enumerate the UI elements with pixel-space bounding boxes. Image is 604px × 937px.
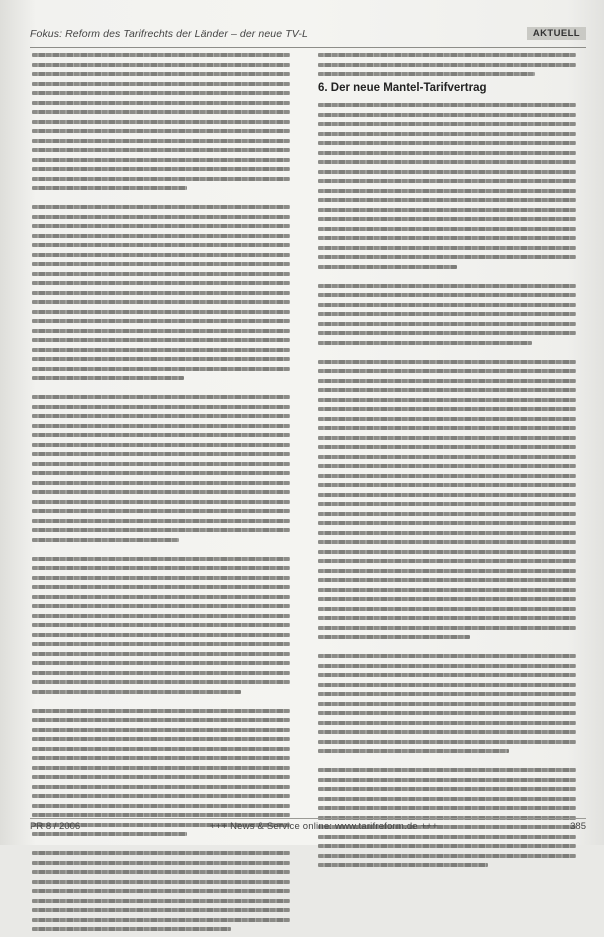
text-line — [32, 585, 290, 589]
text-line — [32, 82, 290, 86]
text-line — [318, 540, 576, 544]
text-line — [318, 72, 535, 76]
text-line — [318, 749, 509, 753]
text-line — [32, 861, 290, 865]
text-line — [32, 205, 290, 209]
text-line — [32, 794, 290, 798]
text-line — [32, 756, 290, 760]
text-line — [32, 481, 290, 485]
text-line — [32, 291, 290, 295]
text-line — [318, 626, 576, 630]
text-line — [32, 253, 290, 257]
text-line — [32, 424, 290, 428]
text-line — [32, 718, 290, 722]
text-line — [32, 414, 290, 418]
text-line — [32, 813, 290, 817]
text-line — [318, 284, 576, 288]
text-line — [32, 785, 290, 789]
text-line — [32, 908, 290, 912]
text-line — [318, 597, 576, 601]
right-column-body — [318, 103, 576, 867]
text-line — [318, 388, 576, 392]
text-line — [32, 262, 290, 266]
text-line — [318, 151, 576, 155]
text-line — [32, 63, 290, 67]
text-line — [318, 721, 576, 725]
text-line — [32, 376, 184, 380]
text-line — [32, 633, 290, 637]
text-line — [318, 797, 576, 801]
text-line — [318, 132, 576, 136]
text-line — [318, 63, 576, 67]
text-line — [318, 208, 576, 212]
header-rule — [30, 47, 586, 48]
text-line — [318, 455, 576, 459]
text-line — [318, 835, 576, 839]
text-line — [318, 436, 576, 440]
text-line — [32, 927, 231, 931]
footer-rule — [30, 818, 586, 819]
text-line — [32, 177, 290, 181]
text-line — [318, 512, 576, 516]
text-line — [32, 395, 290, 399]
text-line — [32, 91, 290, 95]
text-line — [318, 227, 576, 231]
text-line — [318, 122, 576, 126]
text-line — [32, 490, 290, 494]
page-footer — [30, 821, 586, 835]
paragraph-gap — [318, 759, 576, 763]
text-line — [32, 728, 290, 732]
text-line — [32, 766, 290, 770]
text-line — [318, 531, 576, 535]
text-line — [32, 158, 290, 162]
text-line — [318, 550, 576, 554]
text-line — [318, 312, 576, 316]
right-column-intro — [318, 53, 576, 76]
text-line — [32, 747, 290, 751]
text-line — [32, 595, 290, 599]
text-line — [318, 664, 576, 668]
text-line — [318, 474, 576, 478]
text-line — [318, 683, 576, 687]
text-line — [32, 899, 290, 903]
text-line — [32, 319, 290, 323]
text-line — [32, 661, 290, 665]
paragraph-gap — [32, 699, 290, 703]
text-line — [318, 616, 576, 620]
text-line — [32, 538, 179, 542]
text-line — [318, 170, 576, 174]
paragraph-gap — [32, 547, 290, 551]
text-line — [318, 493, 576, 497]
text-line — [32, 880, 290, 884]
text-line — [32, 471, 290, 475]
text-line — [32, 405, 290, 409]
text-line — [32, 452, 290, 456]
page-number: 385 — [570, 821, 586, 832]
text-line — [318, 426, 576, 430]
text-line — [318, 502, 576, 506]
text-line — [318, 863, 488, 867]
text-line — [32, 72, 290, 76]
text-line — [318, 255, 576, 259]
text-line — [32, 139, 290, 143]
text-line — [32, 918, 290, 922]
paragraph-gap — [32, 386, 290, 390]
text-line — [32, 281, 290, 285]
text-line — [318, 559, 576, 563]
text-line — [318, 341, 532, 345]
text-line — [318, 787, 576, 791]
text-line — [318, 417, 576, 421]
left-column — [32, 53, 290, 937]
text-line — [318, 569, 576, 573]
text-line — [32, 224, 290, 228]
text-line — [32, 186, 187, 190]
text-line — [32, 737, 290, 741]
text-line — [318, 445, 576, 449]
text-line — [32, 576, 290, 580]
text-line — [318, 673, 576, 677]
text-line — [318, 179, 576, 183]
section-heading: 6. Der neue Mantel-Tarifvertrag — [318, 82, 487, 94]
section-badge: AKTUELL — [527, 27, 586, 40]
text-line — [318, 778, 576, 782]
text-line — [318, 113, 576, 117]
text-line — [32, 53, 290, 57]
text-line — [318, 768, 576, 772]
text-line — [318, 730, 576, 734]
text-line — [318, 607, 576, 611]
text-line — [318, 854, 576, 858]
text-line — [32, 671, 290, 675]
text-line — [318, 578, 576, 582]
text-line — [32, 357, 290, 361]
paragraph-gap — [32, 196, 290, 200]
text-line — [318, 198, 576, 202]
text-line — [32, 462, 290, 466]
text-line — [318, 521, 576, 525]
text-line — [32, 338, 290, 342]
text-line — [32, 129, 290, 133]
text-line — [32, 690, 241, 694]
text-line — [318, 407, 576, 411]
text-line — [318, 711, 576, 715]
text-line — [32, 623, 290, 627]
text-line — [32, 101, 290, 105]
text-line — [318, 654, 576, 658]
paragraph-gap — [318, 350, 576, 354]
text-line — [32, 604, 290, 608]
text-line — [318, 246, 576, 250]
text-line — [32, 614, 290, 618]
text-line — [32, 889, 290, 893]
text-line — [32, 775, 290, 779]
text-line — [32, 348, 290, 352]
header-title: Fokus: Reform des Tarifrechts der Länder – der neue TV-L — [30, 28, 308, 40]
footer-issue: PR 8 / 2006 — [30, 821, 81, 832]
text-line — [318, 635, 470, 639]
text-line — [32, 272, 290, 276]
text-line — [318, 740, 576, 744]
text-line — [318, 464, 576, 468]
text-line — [32, 851, 290, 855]
text-line — [318, 369, 576, 373]
text-line — [318, 103, 576, 107]
text-line — [32, 367, 290, 371]
running-header — [30, 28, 586, 44]
text-line — [32, 709, 290, 713]
text-line — [318, 236, 576, 240]
text-line — [32, 870, 290, 874]
text-line — [32, 652, 290, 656]
text-line — [318, 692, 576, 696]
text-line — [32, 528, 290, 532]
text-line — [318, 293, 576, 297]
text-line — [318, 322, 576, 326]
text-line — [32, 557, 290, 561]
right-column — [318, 53, 576, 873]
text-line — [32, 509, 290, 513]
text-line — [318, 53, 576, 57]
text-line — [318, 141, 576, 145]
text-line — [32, 300, 290, 304]
text-line — [32, 243, 290, 247]
text-line — [32, 215, 290, 219]
text-line — [318, 398, 576, 402]
text-line — [318, 702, 576, 706]
text-line — [318, 360, 576, 364]
text-line — [32, 566, 290, 570]
paragraph-gap — [318, 274, 576, 278]
text-line — [32, 680, 290, 684]
text-line — [318, 588, 576, 592]
text-line — [32, 110, 290, 114]
text-line — [32, 120, 290, 124]
text-line — [32, 234, 290, 238]
text-line — [32, 443, 290, 447]
text-line — [318, 189, 576, 193]
text-line — [318, 160, 576, 164]
text-line — [32, 433, 290, 437]
text-line — [318, 806, 576, 810]
text-line — [318, 217, 576, 221]
text-line — [32, 804, 290, 808]
text-line — [32, 167, 290, 171]
text-line — [32, 148, 290, 152]
paragraph-gap — [318, 645, 576, 649]
text-line — [318, 303, 576, 307]
footer-website: +++ News & Service online: www.tarifreform.de +++ — [210, 821, 438, 832]
text-line — [32, 642, 290, 646]
text-line — [318, 331, 576, 335]
text-line — [32, 519, 290, 523]
text-line — [318, 379, 576, 383]
text-line — [318, 265, 457, 269]
text-line — [32, 310, 290, 314]
text-line — [32, 329, 290, 333]
text-line — [318, 483, 576, 487]
text-line — [32, 500, 290, 504]
